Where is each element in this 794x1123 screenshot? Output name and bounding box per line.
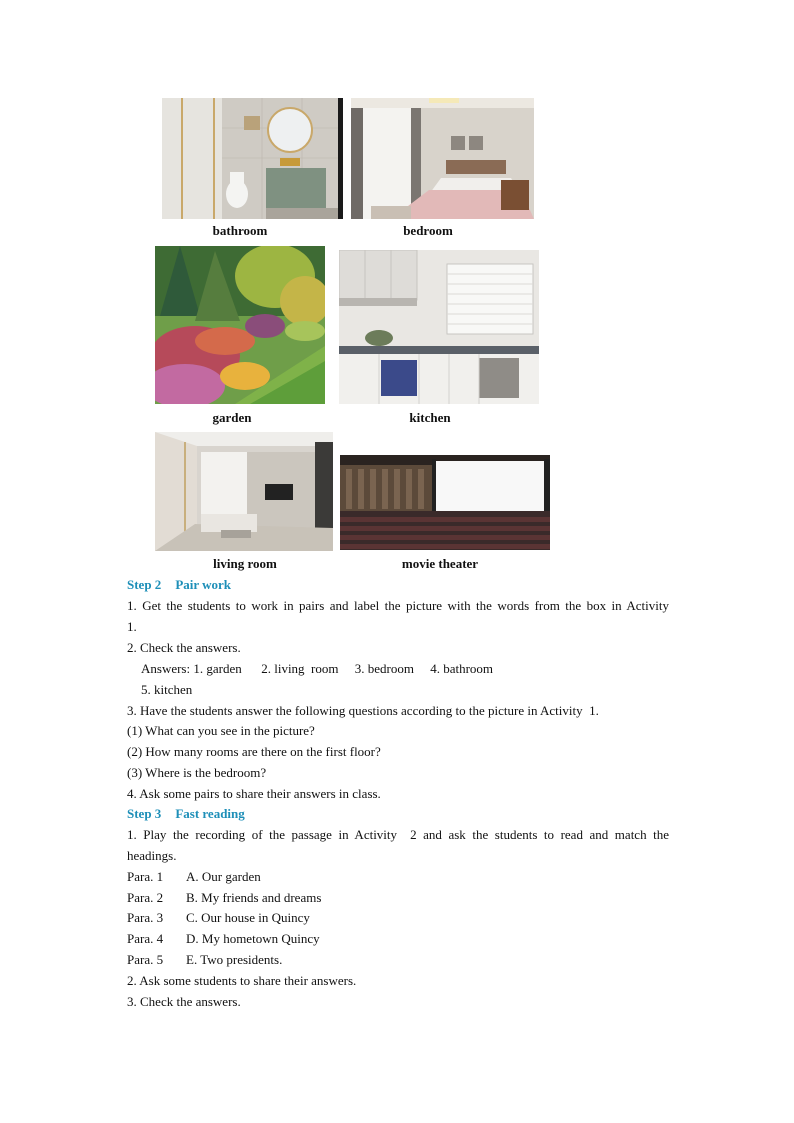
step2-line4: 4. Ask some pairs to share their answers in class. (127, 786, 381, 801)
para-row (127, 952, 282, 968)
step2-q1: (1) What can you see in the picture? (127, 723, 315, 738)
step2-line2: 2. Check the answers. (127, 640, 241, 655)
step2-number: Step 2 (127, 577, 162, 592)
step2-q3: (3) Where is the bedroom? (127, 765, 267, 780)
step3-line3: 3. Check the answers. (127, 994, 241, 1009)
step3-line2: 2. Ask some students to share their answers. (127, 973, 357, 988)
step2-line1b: 1. (127, 619, 137, 634)
para-label: Para. 3 (127, 910, 164, 925)
para-heading: C. Our house in Quincy (186, 910, 310, 925)
para-row (127, 869, 261, 885)
step2-title: Pair work (175, 577, 232, 592)
step2-q2: (2) How many rooms are there on the first floor? (127, 744, 381, 759)
para-heading: E. Two presidents. (186, 952, 283, 967)
step3-line1b: headings. (127, 848, 177, 863)
para-label: Para. 2 (127, 890, 164, 905)
garden-photo (155, 246, 325, 404)
step2-answers-a: Answers: 1. garden 2. living room 3. bedroom 4. bathroom (141, 661, 494, 676)
bedroom-photo (351, 98, 534, 219)
caption-movie-theater: movie theater (401, 556, 479, 571)
para-label: Para. 4 (127, 931, 164, 946)
caption-kitchen: kitchen (409, 410, 451, 425)
step2-line1a: 1. Get the students to work in pairs and label the picture with the words from the box in Activity (127, 598, 669, 613)
para-row (127, 931, 320, 947)
step2-heading (127, 577, 231, 593)
para-label: Para. 5 (127, 952, 164, 967)
para-heading: A. Our garden (186, 869, 261, 884)
bathroom-photo (162, 98, 343, 219)
kitchen-photo (339, 250, 539, 404)
caption-bathroom: bathroom (212, 223, 268, 238)
caption-garden: garden (212, 410, 252, 425)
para-row (127, 890, 321, 906)
para-heading: D. My hometown Quincy (186, 931, 320, 946)
para-label: Para. 1 (127, 869, 164, 884)
caption-bedroom: bedroom (403, 223, 453, 238)
para-heading: B. My friends and dreams (186, 890, 322, 905)
step3-title: Fast reading (175, 806, 245, 821)
step2-answers-b: 5. kitchen (141, 682, 193, 697)
living-room-photo (155, 432, 333, 551)
step3-line1a: 1. Play the recording of the passage in Activity 2 and ask the students to read and match the (127, 827, 669, 842)
step3-heading (127, 806, 245, 822)
para-row (127, 910, 310, 926)
step2-line3: 3. Have the students answer the following questions according to the picture in Activity 1. (127, 703, 599, 718)
movie-theater-photo (340, 455, 550, 550)
step3-number: Step 3 (127, 806, 162, 821)
caption-living-room: living room (213, 556, 277, 571)
